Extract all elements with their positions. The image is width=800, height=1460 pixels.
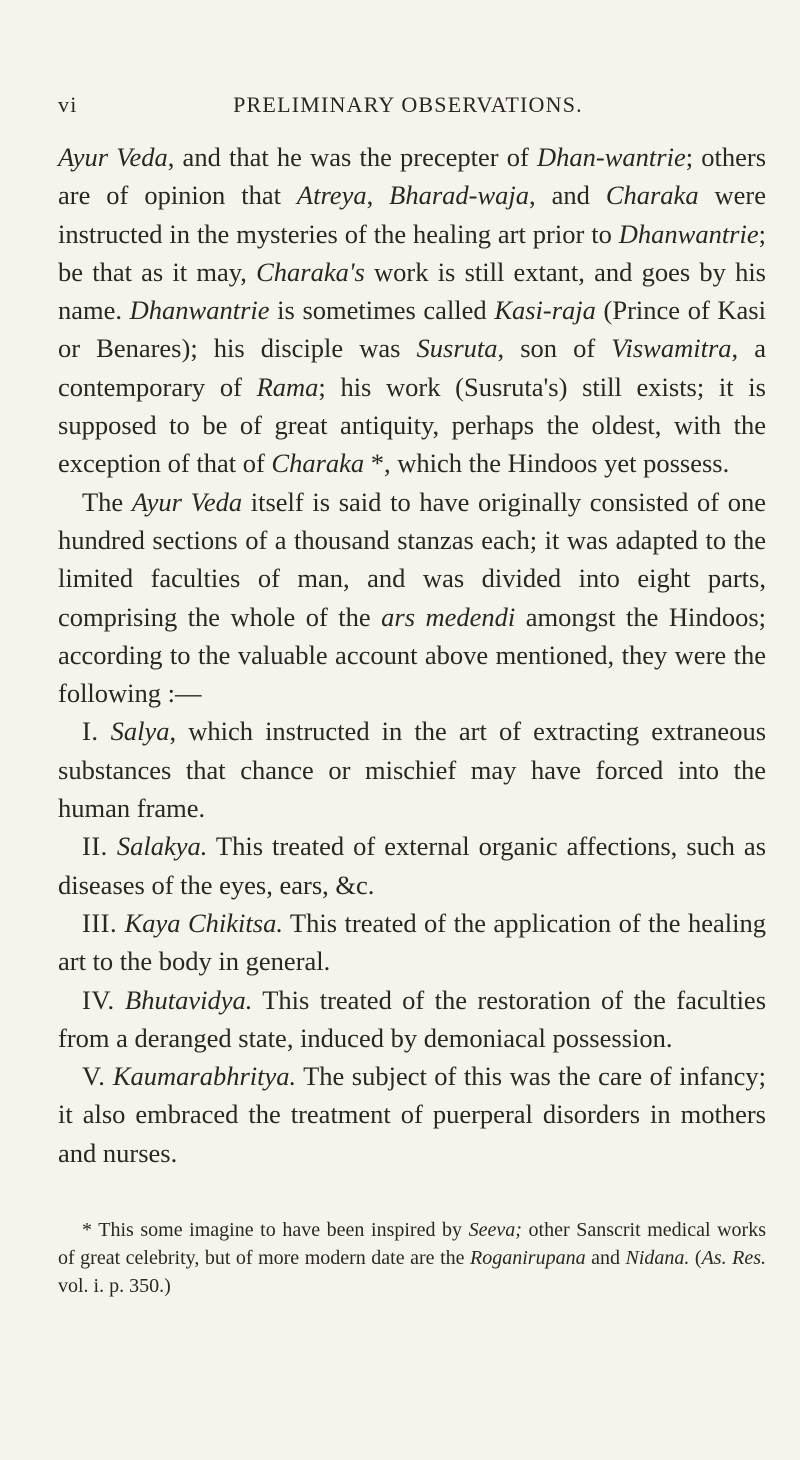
footnote	[58, 1216, 766, 1300]
item-name: Kaya Chikitsa.	[124, 907, 283, 938]
item-number: V.	[82, 1061, 106, 1092]
term-ayur-veda: Ayur Veda	[131, 486, 243, 517]
term-susruta: Susruta	[416, 333, 498, 364]
item-name: Salakya.	[116, 831, 208, 862]
term-charakas: Charaka's	[256, 256, 365, 287]
term-ayur-veda: Ayur Veda	[58, 142, 168, 172]
text-run: ; others are of opinion that	[58, 142, 767, 211]
text-run: amongst the Hindoos; according to the valuable account above mentioned, they were the following :—	[58, 601, 767, 709]
text-run: , and	[529, 180, 606, 211]
text-run: is sometimes called	[269, 295, 495, 326]
running-title: PRELIMINARY OBSERVATIONS.	[233, 92, 583, 117]
term-dhanwantrie: Dhanwantrie	[129, 295, 270, 326]
term-seeva: Seeva;	[468, 1219, 522, 1241]
term-atreya: Atreya	[296, 180, 367, 211]
text-run: , and that he was the precepter of	[167, 142, 538, 172]
text-run: work is still extant, and goes by his name.	[58, 256, 766, 326]
item-name: Bhutavidya.	[125, 984, 253, 1015]
paragraph-ayur-veda	[58, 483, 766, 713]
term-kasiraja: Kasi-raja	[494, 295, 596, 326]
paragraph-intro	[58, 138, 766, 483]
page-number: vi	[58, 92, 78, 117]
text-run: ,	[366, 180, 390, 211]
list-item	[58, 904, 766, 981]
term-charaka: Charaka	[605, 180, 699, 211]
term-rama: Rama	[256, 371, 319, 402]
text-run: The	[82, 486, 132, 517]
text-run: (Prince of Kasi or Benares); his disciple was	[58, 295, 766, 364]
term-roganirupana: Roganirupana	[470, 1247, 586, 1269]
footnote-text	[58, 1216, 766, 1300]
item-text: This treated of the restoration of the faculties from a deranged state, induced by demoniacal possession.	[58, 984, 767, 1053]
item-name: Kaumarabhritya.	[112, 1061, 297, 1092]
item-text: This treated of external organic affections, such as diseases of the eyes, ears, &c.	[58, 831, 767, 900]
item-number: I.	[82, 716, 99, 747]
term-charaka: Charaka	[271, 448, 365, 479]
text-run: vol. i. p. 350.)	[58, 1275, 171, 1297]
list-item	[58, 981, 766, 1058]
main-text	[58, 138, 766, 1172]
term-nidana: Nidana.	[625, 1247, 690, 1269]
text-run: ; be that as it may,	[58, 218, 766, 287]
text-run: *, which the Hindoos yet possess.	[364, 448, 730, 479]
item-text: , which instructed in the art of extracting extraneous substances that chance or mischief may have forced into the human frame.	[58, 716, 767, 824]
term-dhanwantrie: Dhanwantrie	[618, 218, 759, 249]
text-run: , son of	[497, 333, 612, 364]
item-text: This treated of the application of the healing art to the body in general.	[58, 907, 767, 977]
term-bharadwaja: Bharad-waja	[389, 180, 530, 211]
text-run: were instructed in the mysteries of the healing art prior to	[58, 180, 766, 249]
text-run: itself is said to have originally consisted of one hundred sections of a thousand stanzas each; it was adapted to the limited faculties of man, and was divided into eight parts, comprising the whole of the	[58, 486, 767, 632]
text-run: * This some imagine to have been inspired by	[82, 1219, 469, 1241]
list-item	[58, 827, 766, 904]
list-item	[58, 1057, 766, 1172]
text-run: , a contemporary of	[58, 333, 766, 402]
list-item	[58, 712, 766, 827]
text-run: (	[689, 1247, 702, 1269]
item-number: III.	[82, 907, 118, 938]
page-header	[58, 92, 758, 126]
item-text: The subject of this was the care of infancy; it also embraced the treatment of puerperal disorders in mothers and nurses.	[58, 1061, 767, 1168]
text-run: ; his work (Susruta's) still exists; it is supposed to be of great antiquity, perhaps the oldest, with the exception of that of	[58, 371, 766, 479]
item-number: IV.	[82, 984, 115, 1015]
term-ars-medendi: ars medendi	[381, 601, 516, 632]
citation-as-res: As. Res.	[701, 1247, 766, 1269]
text-run: and	[585, 1247, 626, 1269]
text-run: other Sanscrit medical works of great celebrity, but of more modern date are the	[58, 1219, 766, 1269]
item-number: II.	[82, 831, 108, 862]
term-viswamitra: Viswamitra	[611, 333, 732, 364]
term-dhanwantrie: Dhan-wantrie	[537, 142, 686, 172]
item-name: Salya	[110, 716, 170, 747]
